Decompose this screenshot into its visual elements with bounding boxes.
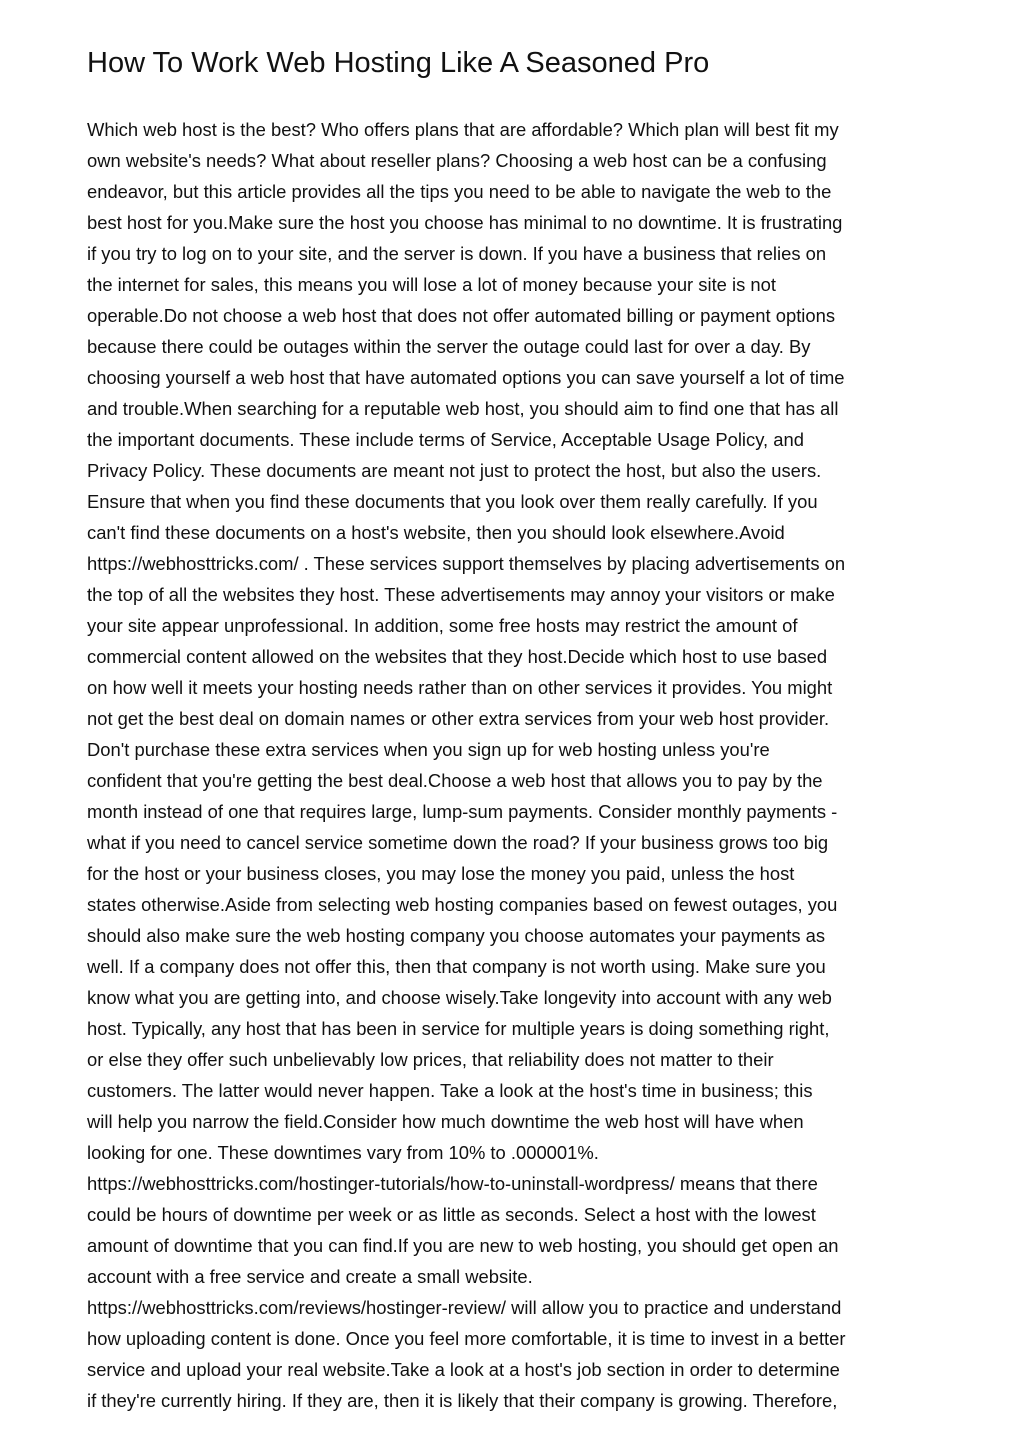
document-title: How To Work Web Hosting Like A Seasoned Pro — [87, 47, 710, 79]
article-line: https://webhosttricks.com/hostinger-tutorials/how-to-uninstall-wordpress/ means that there — [87, 1173, 818, 1194]
article-line: not get the best deal on domain names or other extra services from your web host provider. — [87, 708, 830, 729]
article-line: because there could be outages within the server the outage could last for over a day. By — [87, 336, 811, 357]
article-line: operable.Do not choose a web host that does not offer automated billing or payment options — [87, 305, 836, 326]
article-line: account with a free service and create a small website. — [87, 1266, 533, 1287]
article-line: on how well it meets your hosting needs rather than on other services it provides. You might — [87, 677, 833, 698]
article-line: could be hours of downtime per week or as little as seconds. Select a host with the lowest — [87, 1204, 816, 1225]
article-line: how uploading content is done. Once you feel more comfortable, it is time to invest in a better — [87, 1328, 846, 1349]
article-line: the internet for sales, this means you will lose a lot of money because your site is not — [87, 274, 776, 295]
article-line: Don't purchase these extra services when you sign up for web hosting unless you're — [87, 739, 770, 760]
article-line: if you try to log on to your site, and the server is down. If you have a business that relies on — [87, 243, 827, 264]
article-line: host. Typically, any host that has been in service for multiple years is doing something right, — [87, 1018, 830, 1039]
article-line: should also make sure the web hosting company you choose automates your payments as — [87, 925, 826, 946]
article-line: what if you need to cancel service sometime down the road? If your business grows too big — [87, 832, 829, 853]
article-line: states otherwise.Aside from selecting web hosting companies based on fewest outages, you — [87, 894, 838, 915]
article-line: Privacy Policy. These documents are meant not just to protect the host, but also the users. — [87, 460, 822, 481]
article-line: month instead of one that requires large, lump-sum payments. Consider monthly payments - — [87, 801, 838, 822]
article-line: the important documents. These include terms of Service, Acceptable Usage Policy, and — [87, 429, 804, 450]
article-line: Ensure that when you find these documents that you look over them really carefully. If you — [87, 491, 818, 512]
article-line: can't find these documents on a host's website, then you should look elsewhere.Avoid — [87, 522, 785, 543]
article-line: own website's needs? What about reseller plans? Choosing a web host can be a confusing — [87, 150, 827, 171]
article-line: will help you narrow the field.Consider how much downtime the web host will have when — [87, 1111, 804, 1132]
article-line: https://webhosttricks.com/ . These services support themselves by placing advertisements on — [87, 553, 846, 574]
article-line: best host for you.Make sure the host you choose has minimal to no downtime. It is frustrating — [87, 212, 843, 233]
article-line: confident that you're getting the best deal.Choose a web host that allows you to pay by the — [87, 770, 823, 791]
article-line: and trouble.When searching for a reputable web host, you should aim to find one that has all — [87, 398, 839, 419]
article-line: for the host or your business closes, you may lose the money you paid, unless the host — [87, 863, 795, 884]
article-line: customers. The latter would never happen. Take a look at the host's time in business; this — [87, 1080, 813, 1101]
article-line: your site appear unprofessional. In addition, some free hosts may restrict the amount of — [87, 615, 798, 636]
article-line: looking for one. These downtimes vary from 10% to .000001%. — [87, 1142, 599, 1163]
article-line: amount of downtime that you can find.If you are new to web hosting, you should get open an — [87, 1235, 839, 1256]
article-line: if they're currently hiring. If they are, then it is likely that their company is growing. Therefore, — [87, 1390, 838, 1411]
article-line: or else they offer such unbelievably low prices, that reliability does not matter to their — [87, 1049, 774, 1070]
article-line: https://webhosttricks.com/reviews/hostinger-review/ will allow you to practice and understand — [87, 1297, 842, 1318]
article-line: commercial content allowed on the websites that they host.Decide which host to use based — [87, 646, 828, 667]
article-line: endeavor, but this article provides all the tips you need to be able to navigate the web to the — [87, 181, 832, 202]
article-line: know what you are getting into, and choose wisely.Take longevity into account with any web — [87, 987, 832, 1008]
article-body — [87, 114, 957, 1416]
article-line: the top of all the websites they host. These advertisements may annoy your visitors or make — [87, 584, 835, 605]
article-line: service and upload your real website.Take a look at a host's job section in order to determine — [87, 1359, 840, 1380]
article-line: well. If a company does not offer this, then that company is not worth using. Make sure you — [87, 956, 826, 977]
article-line: Which web host is the best? Who offers plans that are affordable? Which plan will best fit my — [87, 119, 839, 140]
article-line: choosing yourself a web host that have automated options you can save yourself a lot of time — [87, 367, 845, 388]
